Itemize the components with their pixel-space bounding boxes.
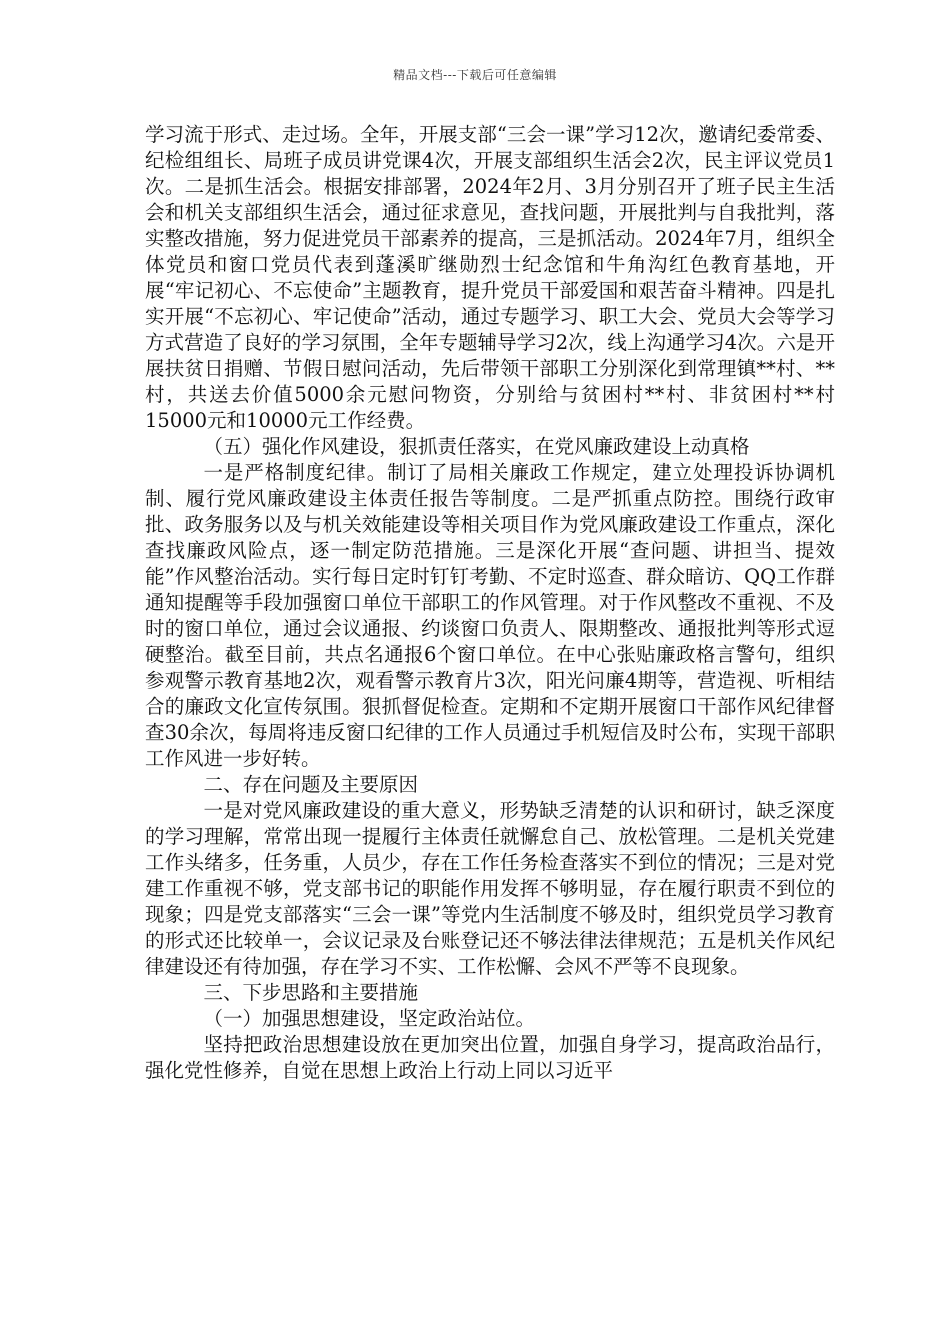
- document-body: [145, 122, 835, 1084]
- paragraph-1: 学习流于形式、走过场。全年，开展支部“三会一课”学习12次，邀请纪委常委、纪检组组长、局班子成员讲党课4次，开展支部组织生活会2次，民主评议党员1次。二是抓生活会。根据安排部署，2024年2月、3月分别召开了班子民主生活会和机关支部组织生活会，通过征求意见，查找问题，开展批判与自我批判，落实整改措施，努力促进党员干部素养的提高，三是抓活动。2024年7月，组织全体党员和窗口党员代表到蓬溪旷继勋烈士纪念馆和牛角沟红色教育基地，开展“牢记初心、不忘使命”主题教育，提升党员干部爱国和艰苦奋斗精神。四是扎实开展“不忘初心、牢记使命”活动，通过专题学习、职工大会、党员大会等学习方式营造了良好的学习氛围，全年专题辅导学习2次，线上沟通学习4次。六是开展扶贫日捐赠、节假日慰问活动，先后带领干部职工分别深化到常理镇**村、**村，共送去价值5000余元慰问物资，分别给与贫困村**村、非贫困村**村15000元和10000元工作经费。: [145, 123, 835, 432]
- section-heading-5: （五）强化作风建设，狠抓责任落实，在党风廉政建设上动真格: [203, 435, 750, 458]
- section-heading-problems: 二、存在问题及主要原因: [203, 773, 419, 796]
- paragraph-4: 坚持把政治思想建设放在更加突出位置，加强自身学习，提高政治品行，强化党性修养，自觉在思想上政治上行动上同以习近平: [145, 1033, 835, 1082]
- section-heading-next-steps: 三、下步思路和主要措施: [203, 981, 419, 1004]
- paragraph-3: 一是对党风廉政建设的重大意义，形势缺乏清楚的认识和研讨，缺乏深度的学习理解，常常出现一提履行主体责任就懈怠自己、放松管理。二是机关党建工作头绪多，任务重，人员少，存在工作任务检查落实不到位的情况；三是对党建工作重视不够，党支部书记的职能作用发挥不够明显，存在履行职责不到位的现象；四是党支部落实“三会一课”等党内生活制度不够及时，组织党员学习教育的形式还比较单一，会议记录及台账登记还不够法律法律规范；五是机关作风纪律建设还有待加强，存在学习不实、工作松懈、会风不严等不良现象。: [145, 799, 835, 978]
- subheading-1: （一）加强思想建设，坚定政治站位。: [203, 1007, 536, 1030]
- page-header-note: 精品文档---下载后可任意编辑: [393, 68, 557, 82]
- paragraph-2: 一是严格制度纪律。制订了局相关廉政工作规定，建立处理投诉协调机制、履行党风廉政建设主体责任报告等制度。二是严抓重点防控。围绕行政审批、政务服务以及与机关效能建设等相关项目作为党风廉政建设工作重点，深化查找廉政风险点，逐一制定防范措施。三是深化开展“查问题、讲担当、提效能”作风整治活动。实行每日定时钉钉考勤、不定时巡查、群众暗访、QQ工作群通知提醒等手段加强窗口单位干部职工的作风管理。对于作风整改不重视、不及时的窗口单位，通过会议通报、约谈窗口负责人、限期整改、通报批判等形式逗硬整治。截至目前，共点名通报6个窗口单位。在中心张贴廉政格言警句，组织参观警示教育基地2次，观看警示教育片3次，阳光问廉4期等，营造视、听相结合的廉政文化宣传氛围。狠抓督促检查。定期和不定期开展窗口干部作风纪律督查30余次，每周将违反窗口纪律的工作人员通过手机短信及时公布，实现干部职工作风进一步好转。: [145, 461, 835, 770]
